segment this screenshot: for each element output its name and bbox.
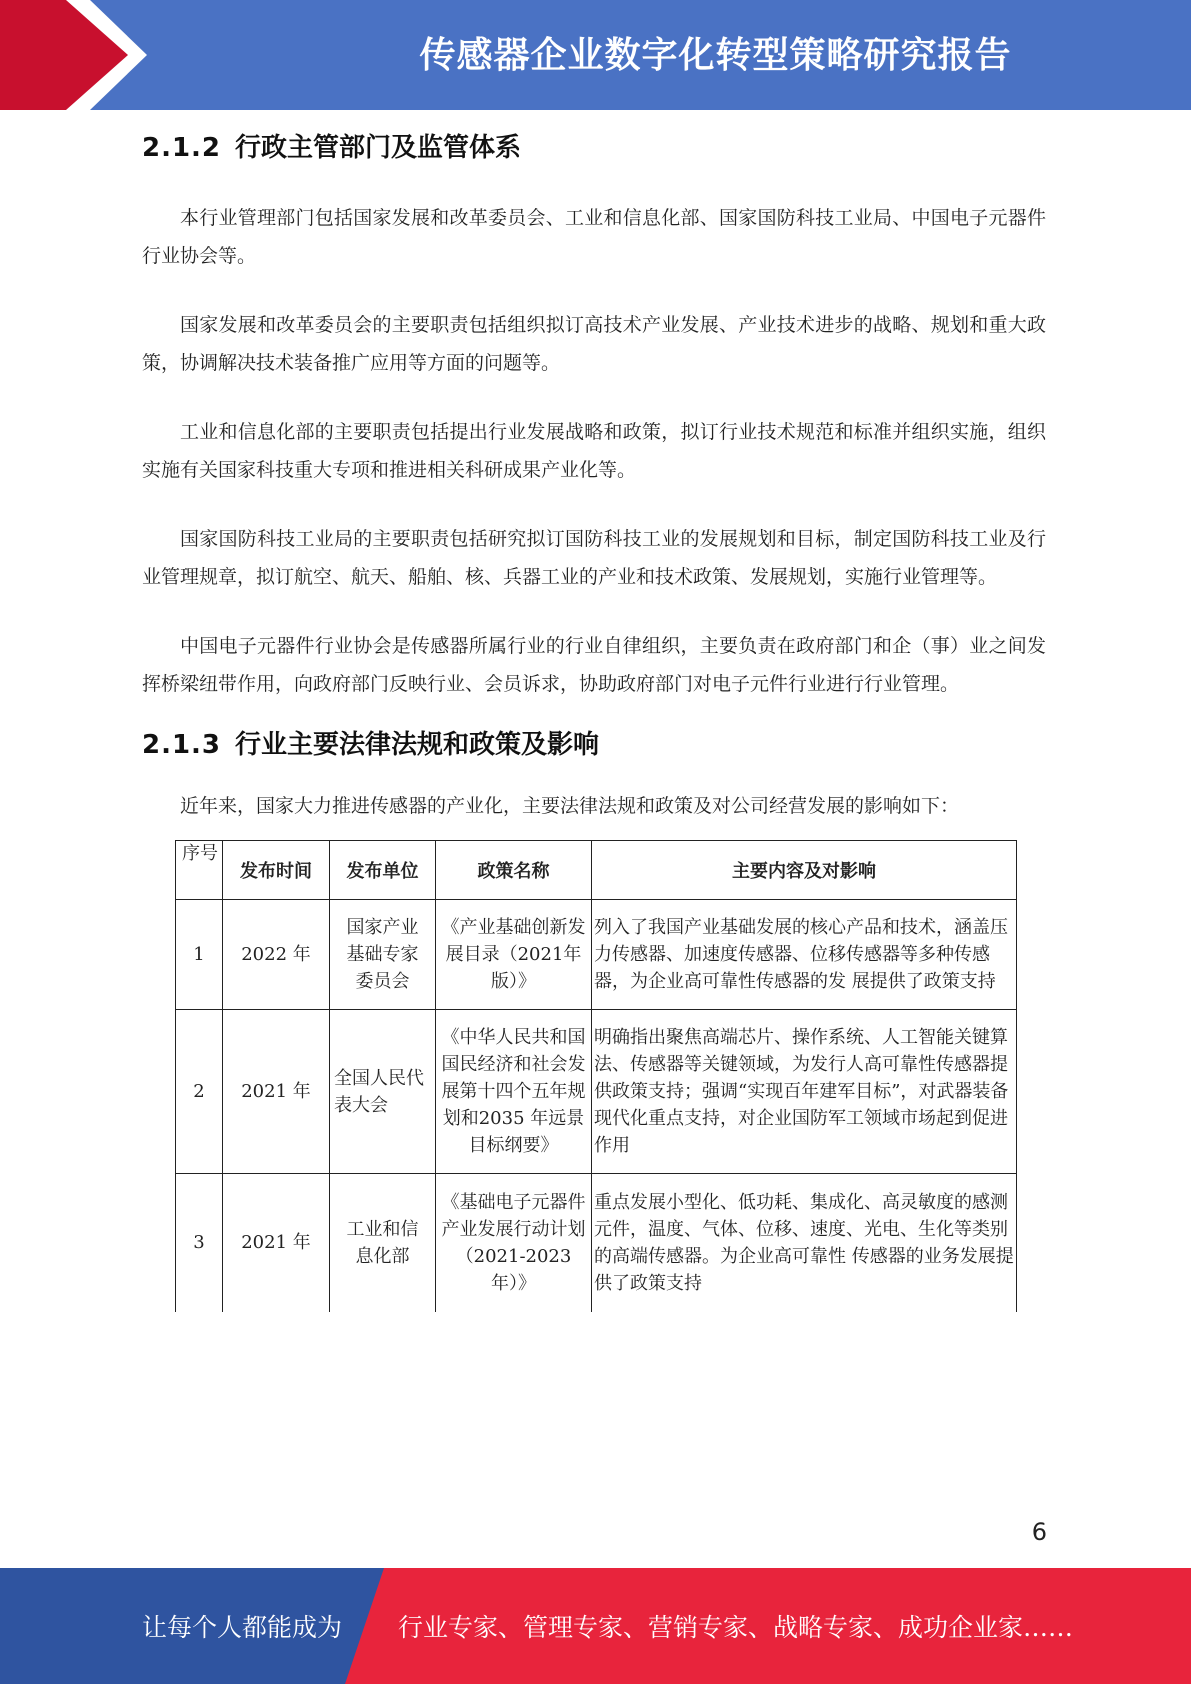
- table-row: [176, 900, 1017, 1010]
- section-number: 2.1.3: [142, 730, 222, 760]
- cell-policy: 《产业基础创新发展目录（2021年版）》: [436, 900, 592, 1010]
- paragraph: 国家国防科技工业局的主要职责包括研究拟订国防科技工业的发展规划和目标，制定国防科技工业及行业管理规章，拟订航空、航天、船舶、核、兵器工业的产业和技术政策、发展规划，实施行业管理等。: [142, 528, 1046, 588]
- page-number: 6: [1031, 1518, 1047, 1546]
- cell-policy: 《基础电子元器件产业发展行动计划（2021-2023年）》: [436, 1174, 592, 1312]
- section-number: 2.1.2: [142, 133, 222, 163]
- cell-date: 2021 年: [223, 1010, 330, 1174]
- section-title: 行政主管部门及监管体系: [235, 133, 522, 163]
- cell-date: 2021 年: [223, 1174, 330, 1312]
- cell-org: 全国人民代表大会: [330, 1010, 436, 1174]
- section-title: 行业主要法律法规和政策及影响: [235, 730, 600, 760]
- page-footer: [0, 1568, 1191, 1684]
- footer-slogan-right: 行业专家、管理专家、营销专家、战略专家、成功企业家……: [398, 1613, 1074, 1642]
- section-heading-2-1-3: [142, 725, 1046, 765]
- page-content: [142, 128, 1046, 1312]
- cell-org: 工业和信息化部: [330, 1174, 436, 1312]
- col-header-policy: 政策名称: [436, 841, 592, 900]
- col-header-date: 发布时间: [223, 841, 330, 900]
- cell-no: 2: [176, 1010, 223, 1174]
- paragraph: 近年来，国家大力推进传感器的产业化，主要法律法规和政策及对公司经营发展的影响如下：: [180, 795, 960, 817]
- paragraph: 工业和信息化部的主要职责包括提出行业发展战略和政策，拟订行业技术规范和标准并组织实施，组织实施有关国家科技重大专项和推进相关科研成果产业化等。: [142, 421, 1046, 481]
- table-header-row: [176, 841, 1017, 900]
- table-row: [176, 1010, 1017, 1174]
- col-header-content: 主要内容及对影响: [592, 841, 1017, 900]
- paragraph: 中国电子元器件行业协会是传感器所属行业的行业自律组织，主要负责在政府部门和企（事）业之间发挥桥梁纽带作用，向政府部门反映行业、会员诉求，协助政府部门对电子元件行业进行行业管理。: [142, 635, 1046, 695]
- cell-content: 明确指出聚焦高端芯片、操作系统、人工智能关键算法、传感器等关键领域，为发行人高可靠性传感器提供政策支持；强调“实现百年建军目标”，对武器装备现代化重点支持，对企业国防军工领域市场起到促进作用: [592, 1010, 1017, 1174]
- page-header: [0, 0, 1191, 110]
- cell-content: 重点发展小型化、低功耗、集成化、高灵敏度的感测元件，温度、气体、位移、速度、光电、生化等类别的高端传感器。为企业高可靠性 传感器的业务发展提供了政策支持: [592, 1174, 1017, 1312]
- paragraph: 本行业管理部门包括国家发展和改革委员会、工业和信息化部、国家国防科技工业局、中国电子元器件行业协会等。: [142, 207, 1046, 267]
- header-arrow-decoration: [0, 0, 160, 110]
- cell-no: 3: [176, 1174, 223, 1312]
- paragraph: 国家发展和改革委员会的主要职责包括组织拟订高技术产业发展、产业技术进步的战略、规划和重大政策，协调解决技术装备推广应用等方面的问题等。: [142, 314, 1046, 374]
- cell-policy: 《中华人民共和国国民经济和社会发展第十四个五年规划和2035 年远景目标纲要》: [436, 1010, 592, 1174]
- table-row: [176, 1174, 1017, 1312]
- policy-table: [175, 840, 1017, 1312]
- report-title: 传感器企业数字化转型策略研究报告: [419, 34, 1012, 76]
- cell-content: 列入了我国产业基础发展的核心产品和技术，涵盖压力传感器、加速度传感器、位移传感器等多种传感器，为企业高可靠性传感器的发 展提供了政策支持: [592, 900, 1017, 1010]
- col-header-org: 发布单位: [330, 841, 436, 900]
- cell-date: 2022 年: [223, 900, 330, 1010]
- section-heading-2-1-2: [142, 128, 1046, 168]
- cell-org: 国家产业基础专家委员会: [330, 900, 436, 1010]
- col-header-no: 序号: [176, 841, 223, 900]
- footer-slogan-left: 让每个人都能成为: [142, 1613, 343, 1642]
- cell-no: 1: [176, 900, 223, 1010]
